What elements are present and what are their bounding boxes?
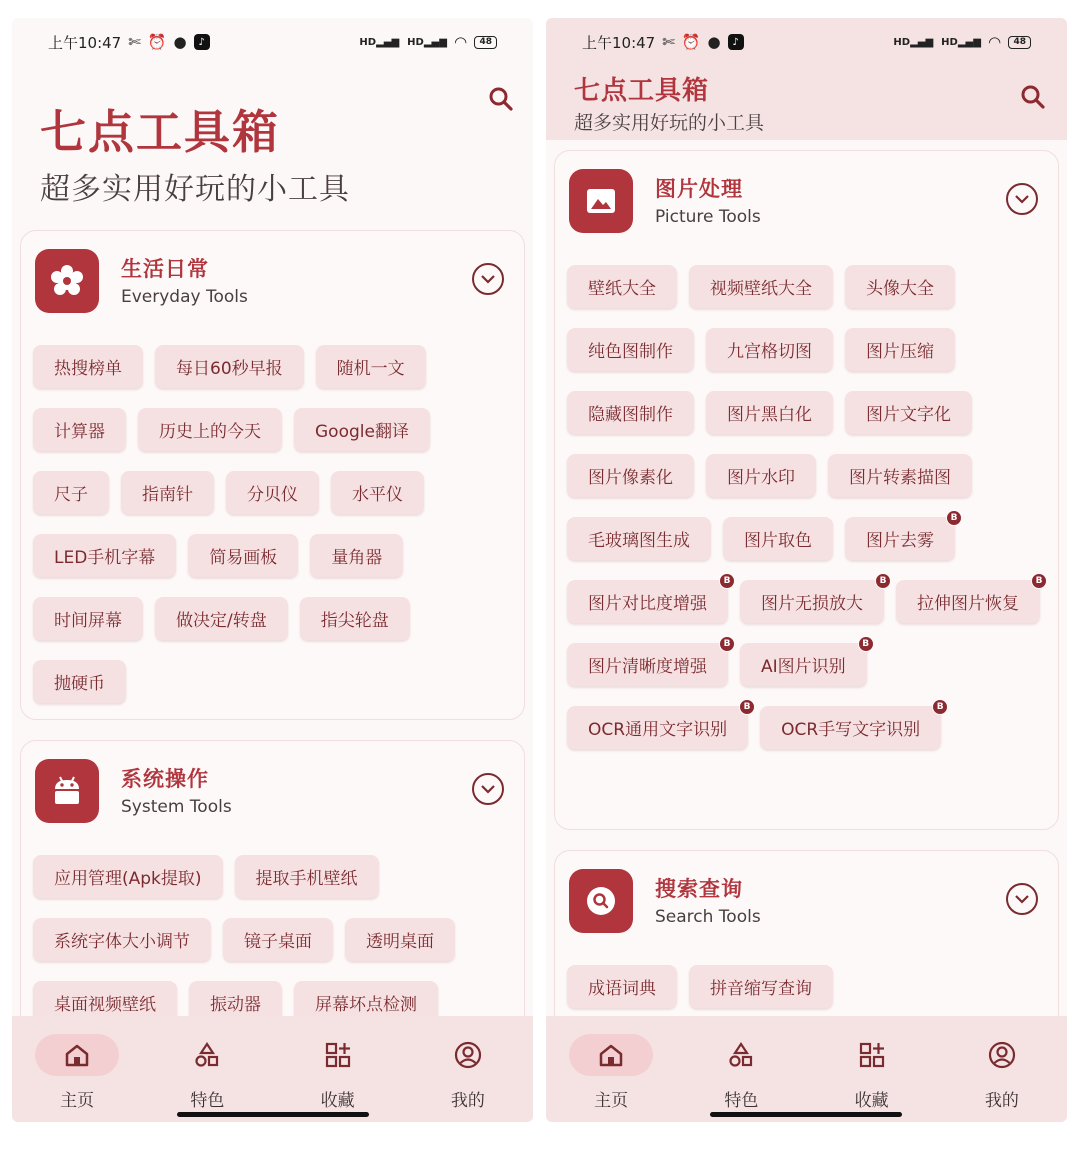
tool-chip[interactable]: 透明桌面: [345, 918, 455, 961]
search-circle-icon: [569, 869, 633, 933]
tool-chip[interactable]: 振动器: [189, 981, 282, 1024]
battery-icon: 48: [474, 36, 497, 49]
mute-icon: ✄: [128, 32, 141, 51]
android-icon: [35, 759, 99, 823]
category-header[interactable]: [569, 169, 1044, 235]
signal-icon-2: HD▂▄▆: [407, 36, 447, 48]
shapes-icon: [699, 1034, 783, 1076]
tool-chip[interactable]: 图片像素化: [567, 454, 694, 497]
tool-chip[interactable]: 量角器: [310, 534, 403, 577]
home-indicator[interactable]: [177, 1112, 369, 1117]
tool-chip[interactable]: 水平仪: [331, 471, 424, 514]
image-icon: [569, 169, 633, 233]
tool-chip[interactable]: 图片黑白化: [706, 391, 833, 434]
home-icon: [35, 1034, 119, 1076]
grid-plus-icon: [296, 1034, 380, 1076]
tool-chip[interactable]: 图片取色: [723, 517, 833, 560]
premium-badge-icon: B: [1031, 573, 1047, 589]
nav-item-home[interactable]: [546, 1016, 676, 1122]
expand-toggle-button[interactable]: [1006, 183, 1038, 215]
tool-chip[interactable]: AI图片识别 B: [740, 643, 867, 686]
tool-chip[interactable]: 抛硬币: [33, 660, 126, 703]
battery-icon: 48: [1008, 36, 1031, 49]
tool-chip[interactable]: 九宫格切图: [706, 328, 833, 371]
premium-badge-icon: B: [858, 636, 874, 652]
tool-chip[interactable]: 图片清晰度增强 B: [567, 643, 728, 686]
premium-badge-icon: B: [875, 573, 891, 589]
tiktok-icon: ♪: [728, 34, 744, 50]
grid-plus-icon: [830, 1034, 914, 1076]
tool-chip-list: [567, 265, 1046, 749]
wifi-icon: ◠: [988, 32, 1001, 51]
nav-label: 我的: [450, 1091, 485, 1111]
category-title: 生活日常: [121, 257, 209, 281]
mute-icon: ✄: [662, 32, 675, 51]
tool-chip[interactable]: 指南针: [121, 471, 214, 514]
premium-badge-icon: B: [946, 510, 962, 526]
tool-chip[interactable]: OCR通用文字识别 B: [567, 706, 748, 749]
tool-chip[interactable]: 成语词典: [567, 965, 677, 1008]
nav-label: 特色: [190, 1091, 225, 1111]
signal-icon: HD▂▄▆: [893, 36, 934, 48]
phone-screen-home-expanded: [12, 18, 533, 1122]
category-title: 图片处理: [655, 177, 743, 201]
tool-chip[interactable]: 简易画板: [188, 534, 298, 577]
tool-chip[interactable]: 图片压缩: [845, 328, 955, 371]
tool-chip[interactable]: 尺子: [33, 471, 109, 514]
nav-label: 收藏: [854, 1091, 889, 1111]
nav-label: 收藏: [320, 1091, 355, 1111]
tool-chip[interactable]: 壁纸大全: [567, 265, 677, 308]
tool-chip[interactable]: 拉伸图片恢复 B: [896, 580, 1040, 623]
category-card-picture: [554, 150, 1059, 830]
flower-icon: [35, 249, 99, 313]
category-title: 系统操作: [121, 767, 209, 791]
tool-chip-list: [567, 965, 1046, 1008]
tool-chip[interactable]: 隐藏图制作: [567, 391, 694, 434]
app-title: 七点工具箱: [574, 76, 710, 106]
tool-chip[interactable]: 图片去雾 B: [845, 517, 955, 560]
alarm-icon: ⏰: [147, 32, 167, 51]
bottom-navigation: [546, 1016, 1067, 1122]
tool-chip[interactable]: LED手机字幕: [33, 534, 176, 577]
tool-chip[interactable]: 应用管理(Apk提取): [33, 855, 223, 898]
category-subtitle: System Tools: [121, 797, 232, 817]
premium-badge-icon: B: [739, 699, 755, 715]
status-bar: [48, 30, 497, 54]
tool-chip[interactable]: 分贝仪: [226, 471, 319, 514]
app-subtitle: 超多实用好玩的小工具: [574, 112, 765, 134]
nav-item-favorites[interactable]: [807, 1016, 937, 1122]
tool-chip[interactable]: 镜子桌面: [223, 918, 333, 961]
nav-label: 主页: [60, 1091, 95, 1111]
status-time: 上午10:47: [48, 33, 122, 52]
tool-chip[interactable]: 提取手机壁纸: [235, 855, 379, 898]
chevron-down-icon: [1014, 894, 1030, 904]
shapes-icon: [165, 1034, 249, 1076]
tool-chip[interactable]: 图片对比度增强 B: [567, 580, 728, 623]
tool-chip[interactable]: 屏幕坏点检测: [294, 981, 438, 1024]
home-indicator[interactable]: [710, 1112, 902, 1117]
dot-icon: ●: [173, 32, 187, 51]
chevron-down-icon: [1014, 194, 1030, 204]
tool-chip-list: [33, 855, 512, 1024]
expand-toggle-button[interactable]: [472, 263, 504, 295]
expand-toggle-button[interactable]: [472, 773, 504, 805]
tool-chip[interactable]: 视频壁纸大全: [689, 265, 833, 308]
search-icon: [488, 86, 514, 112]
nav-item-favorites[interactable]: [273, 1016, 403, 1122]
premium-badge-icon: B: [719, 636, 735, 652]
category-header[interactable]: [35, 759, 510, 825]
profile-icon: [960, 1034, 1044, 1076]
expand-toggle-button[interactable]: [1006, 883, 1038, 915]
profile-icon: [426, 1034, 510, 1076]
tool-chip[interactable]: 时间屏幕: [33, 597, 143, 640]
dot-icon: ●: [707, 32, 721, 51]
tool-chip[interactable]: 纯色图制作: [567, 328, 694, 371]
nav-item-featured[interactable]: [676, 1016, 806, 1122]
nav-item-profile[interactable]: [403, 1016, 533, 1122]
chevron-down-icon: [480, 274, 496, 284]
nav-label: 特色: [724, 1091, 759, 1111]
signal-icon: HD▂▄▆: [359, 36, 400, 48]
tool-chip[interactable]: 指尖轮盘: [300, 597, 410, 640]
wifi-icon: ◠: [454, 32, 467, 51]
search-button[interactable]: [1016, 80, 1050, 114]
tool-chip[interactable]: Google翻译: [294, 408, 430, 451]
search-icon: [1020, 84, 1046, 110]
category-header[interactable]: [569, 869, 1044, 935]
tool-chip[interactable]: 拼音缩写查询: [689, 965, 833, 1008]
tool-chip[interactable]: 系统字体大小调节: [33, 918, 211, 961]
app-title: 七点工具箱: [40, 105, 280, 159]
home-icon: [569, 1034, 653, 1076]
nav-label: 主页: [594, 1091, 629, 1111]
category-header[interactable]: [35, 249, 510, 315]
category-title: 搜索查询: [655, 877, 743, 901]
status-bar: [582, 30, 1031, 54]
tool-chip[interactable]: 随机一文: [316, 345, 426, 388]
signal-icon-2: HD▂▄▆: [941, 36, 981, 48]
tool-chip[interactable]: 桌面视频壁纸: [33, 981, 177, 1024]
category-subtitle: Search Tools: [655, 907, 761, 927]
category-card-everyday: [20, 230, 525, 720]
search-button[interactable]: [484, 82, 518, 116]
tool-chip[interactable]: 计算器: [33, 408, 126, 451]
tool-chip[interactable]: 头像大全: [845, 265, 955, 308]
alarm-icon: ⏰: [681, 32, 701, 51]
phone-screen-home-scrolled: [546, 18, 1067, 1122]
tool-chip-list: [33, 345, 512, 703]
tool-chip[interactable]: 毛玻璃图生成: [567, 517, 711, 560]
premium-badge-icon: B: [932, 699, 948, 715]
app-subtitle: 超多实用好玩的小工具: [40, 172, 350, 207]
tool-chip[interactable]: 历史上的今天: [138, 408, 282, 451]
nav-item-profile[interactable]: [937, 1016, 1067, 1122]
tool-chip[interactable]: 图片水印: [706, 454, 816, 497]
nav-label: 我的: [984, 1091, 1019, 1111]
tool-chip[interactable]: 图片文字化: [845, 391, 972, 434]
tool-chip[interactable]: 图片无损放大 B: [740, 580, 884, 623]
category-subtitle: Picture Tools: [655, 207, 761, 227]
tool-chip[interactable]: OCR手写文字识别 B: [760, 706, 941, 749]
tool-chip[interactable]: 做决定/转盘: [155, 597, 288, 640]
tiktok-icon: ♪: [194, 34, 210, 50]
nav-item-featured[interactable]: [142, 1016, 272, 1122]
chevron-down-icon: [480, 784, 496, 794]
nav-item-home[interactable]: [12, 1016, 142, 1122]
tool-chip[interactable]: 每日60秒早报: [155, 345, 304, 388]
bottom-navigation: [12, 1016, 533, 1122]
status-time: 上午10:47: [582, 33, 656, 52]
tool-chip[interactable]: 图片转素描图: [828, 454, 972, 497]
category-subtitle: Everyday Tools: [121, 287, 248, 307]
tool-chip[interactable]: 热搜榜单: [33, 345, 143, 388]
premium-badge-icon: B: [719, 573, 735, 589]
